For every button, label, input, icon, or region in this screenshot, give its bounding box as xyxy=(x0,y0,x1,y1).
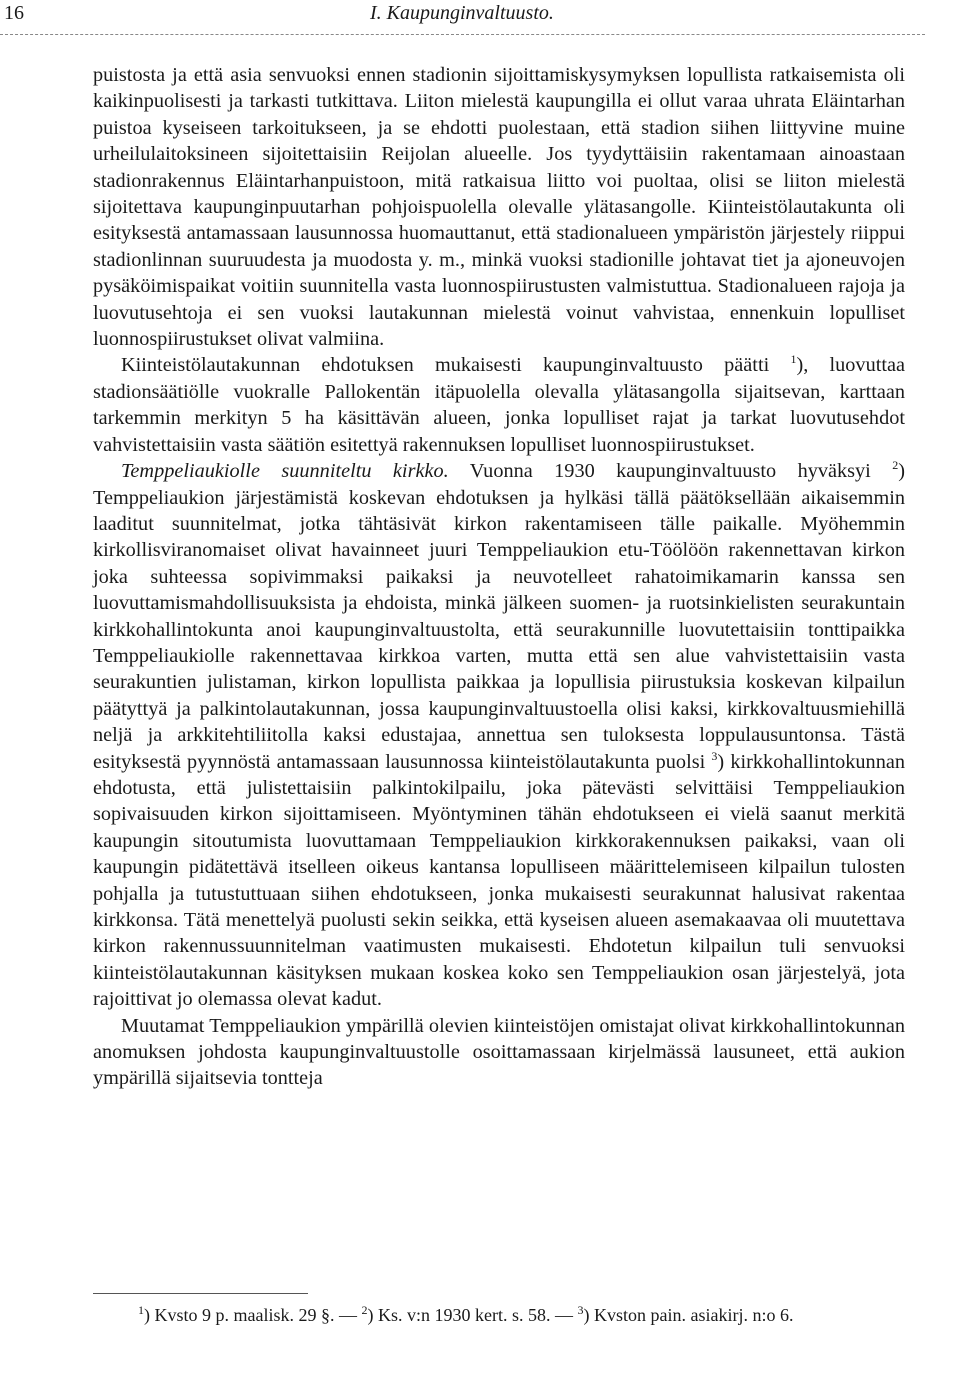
footnote-3-text: ) Kvston pain. asiakirj. n:o 6. xyxy=(583,1305,794,1325)
paragraph-2-text-a: Kiinteistölautakunnan ehdotuksen mukaisesti kaupunginvaltuusto päätti xyxy=(121,354,770,377)
section-heading: Temppeliaukiolle suunniteltu kirkko. xyxy=(121,460,449,483)
footnote-mark-3: 3 xyxy=(577,1303,584,1317)
footnote-rule xyxy=(93,1293,308,1294)
paragraph-3-text-a: Vuonna 1930 kaupunginvaltuusto hyväksyi xyxy=(469,460,871,483)
footnotes xyxy=(93,1303,905,1327)
footnote-mark-1: 1 xyxy=(138,1303,144,1317)
header-rule xyxy=(0,34,925,35)
paragraph-2-text-b: ), luovuttaa stadionsäätiölle vuokralle Pallokentän itäpuolella olevalla ylätasangolla sijaitsevan, karttaan tarkemmin merkityn 5 ha käsittävän alueen, jonka lopulliset rajat ja tarkat luovutusehdot vahvistettaisiin vasta säätiön esitettyä rakennuksen lopulliset luonnospiirustukset. xyxy=(93,354,905,456)
paragraph-4-text: Muutamat Temppeliaukion ympärillä olevien kiinteistöjen omistajat olivat kirkkohallintokunnan anomuksen johdosta kaupunginvaltuustolle osoittamassaan kirjelmässä lausuneet, että aukion ympärillä sijaitsevia tontteja xyxy=(93,1014,905,1090)
footnote-2-text: ) Ks. v:n 1930 kert. s. 58. — xyxy=(367,1305,578,1325)
paragraph-3-text-b: ) Temppeliaukion järjestämistä koskevan ehdotuksen ja hylkäsi tällä päätöksellään aikaisemmin laaditut suunnitelmat, jotka tähtäsivät kirkon rakentamiseen tälle paikalle. Myöhemmin kirkollisviranomaiset olivat havainneet juuri Temppeliaukion etu-Töölöön rakennettavan kirkon joka suhteessa sopivimmaksi paikaksi ja neuvotelleet rahatoimikamarin kanssa sen luovuttamismahdollisuuksista ja ehdoista, minkä jälkeen suomen- ja ruotsinkielisten seurakuntain kirkkohallintokunta anoi kaupunginvaltuustolta, että seurakunnille luovutettaisiin tonttipaikka Temppeliaukiolle rakennettavaa kirkkoa varten, mutta että sen alue vahvistettaisiin vasta seurakuntien julistaman, kirkon lopullista paikkaa ja lopullisia piirustuksia koskevan kilpailun päätyttyä ja palkintolautakunnan, jossa kaupunginvaltuustoella olisi kaksi, kirkkovaltuusmiehillä neljä ja arkkitehtiliitolla kaksi edustajaa, annettua sen tuloksesta loppulausuntonsa. Tästä esityksestä pyynnöstä antamassaan lausunnossa kiinteistölautakunta puolsi xyxy=(93,460,905,773)
footnote-ref-1: 1 xyxy=(790,352,797,367)
paragraph-1 xyxy=(93,62,905,352)
footnote-line xyxy=(93,1303,905,1327)
paragraph-2 xyxy=(93,352,905,458)
paragraph-3 xyxy=(93,458,905,1013)
footnote-ref-3: 3 xyxy=(711,748,718,763)
page-number: 16 xyxy=(4,2,24,24)
running-title: I. Kaupunginvaltuusto. xyxy=(370,2,554,24)
page-header xyxy=(0,0,960,40)
body-text xyxy=(93,62,905,1092)
paragraph-4 xyxy=(93,1013,905,1092)
footnote-1-text: ) Kvsto 9 p. maalisk. 29 §. — xyxy=(144,1305,362,1325)
footnote-mark-2: 2 xyxy=(361,1303,368,1317)
paragraph-3-text-c: ) kirkkohallintokunnan ehdotusta, että julistettaisiin palkintokilpailu, joka pätevästi selvittäisi Temppeliaukion sopivaisuuden kirkon sijoittamiseen. Myöntyminen tähän ehdotukseen ei vielä saanut merkitä kaupungin sitoutumista luovuttamaan Temppeliaukion kirkkorakennuksen paikaksi, vaan oli kaupungin pidätettävä itselleen oikeus kantansa lopulliseen määrittelemiseen kilpailun tulosten pohjalla ja tutustuttuaan siihen ehdotukseen, jonka mukaisesti seurakunnat halusivat rakentaa kirkkonsa. Tätä menettelyä puolusti sekin seikka, että kyseisen alueen asemakaavaa oli muutettava kirkon rakennussuunnitelman vaatimusten mukaisesti. Ehdotetun kilpailun tuli senvuoksi kiinteistölautakunnan käsityksen mukaan koskea koko sen Temppeliaukion osan järjestelyä, jota rajoittivat jo olemassa olevat kadut. xyxy=(93,750,905,1011)
footnote-ref-2: 2 xyxy=(892,458,899,473)
paragraph-1-text: puistosta ja että asia senvuoksi ennen stadionin sijoittamiskysymyksen lopullista ratkaisemista oli kaikinpuolisesti ja tarkasti tutkittava. Liiton mielestä kaupungilla ei ollut varaa uhrata Eläintarhan puistoa kyseiseen tarkoitukseen, ja se ehdotti puolestaan, että stadion siihen liittyvine muine urheilulaitoksineen sijoitettaisiin Reijolan alueelle. Jos tyydyttäisiin rakentamaan ainoastaan stadionrakennus Eläintarhanpuistoon, mitä ratkaisua liitto voi puoltaa, olisi se liiton mielestä sijoitettava kaupunginpuutarhan pohjoispuolella olevalle ylätasangolle. Kiinteistölautakunta oli esityksestä antamassaan lausunnossa huomauttanut, että stadionalueen ympäristön järjestely riippui stadionlinnan suuruudesta ja muodosta y. m., minkä vuoksi stadionille johtavat tiet ja ajoneuvojen pysäköimispaikat voitiin suunnitella vasta luonnospiirustusten valmistuttua. Stadionalueen rajoja ja luovutusehtoja ei sen vuoksi lautakunnan mielestä voinut vahvistaa, ennenkuin lopulliset luonnospiirustukset olivat valmiina. xyxy=(93,64,905,351)
